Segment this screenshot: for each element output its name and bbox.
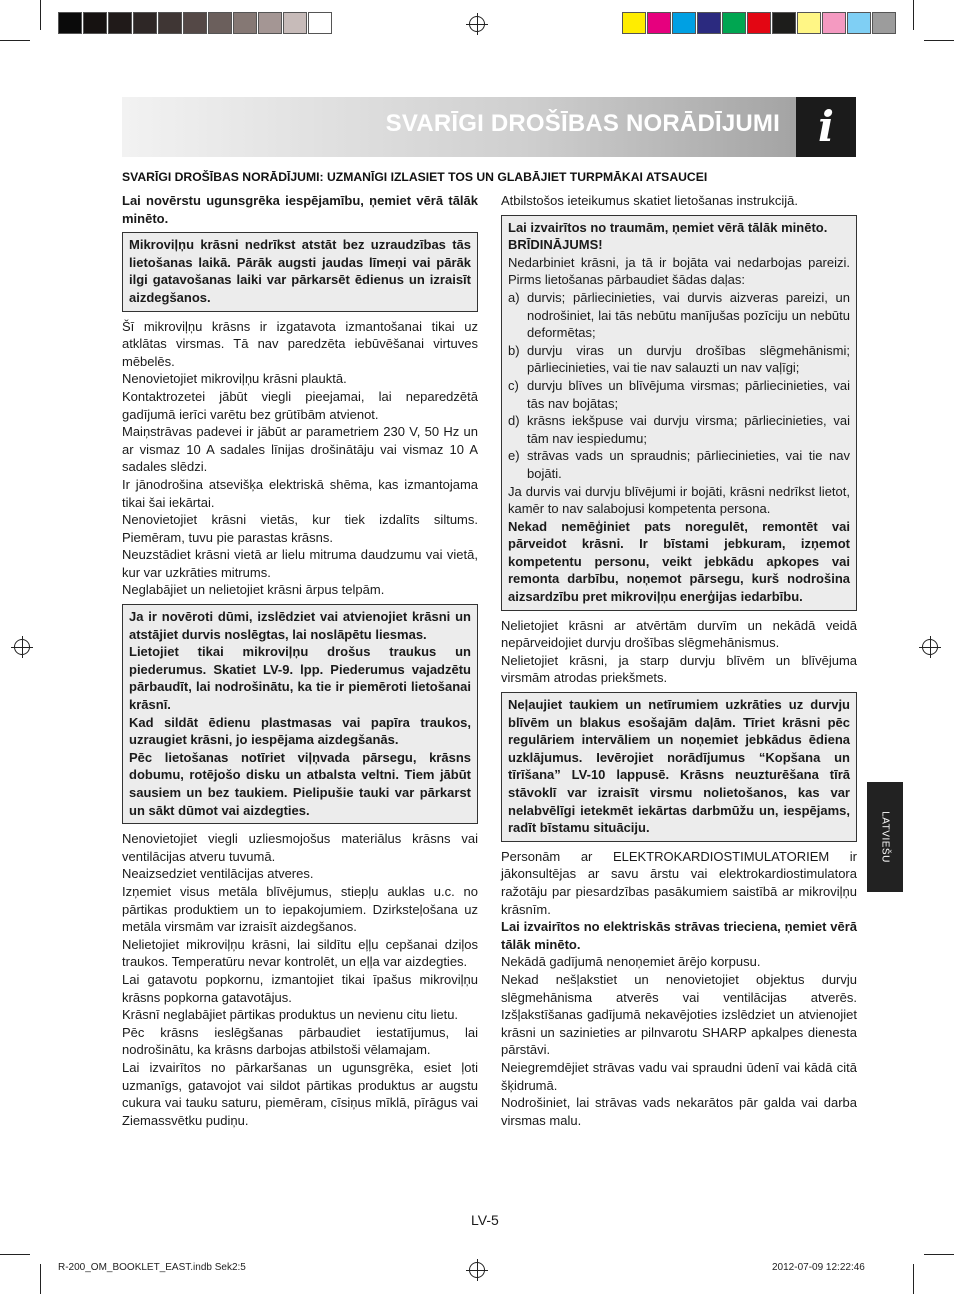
box-text: Nedarbiniet krāsni, ja tā ir bojāta vai nedarbojas pareizi. Pirms lietošanas pārbaudiet šādas daļas: bbox=[508, 254, 850, 288]
warning-box-cleaning bbox=[501, 692, 857, 842]
registration-mark-icon bbox=[14, 639, 30, 655]
color-swatch bbox=[872, 12, 896, 34]
list-text: durvis; pārliecinieties, vai durvis aizveras pareizi, un nodrošiniet, lai tās nebūtu manījušas pozīciju un nebūtu deformētas; bbox=[527, 289, 850, 341]
paragraph: Neiegremdējiet strāvas vadu vai spraudni ūdenī vai kādā citā šķidrumā. bbox=[501, 1059, 857, 1093]
list-item bbox=[508, 447, 850, 482]
right-column bbox=[501, 192, 857, 1129]
check-list bbox=[508, 289, 850, 483]
color-swatch bbox=[697, 12, 721, 34]
color-swatch bbox=[183, 12, 207, 34]
paragraph: Lai izvairītos no pārkaršanas un ugunsgrēka, esiet ļoti uzmanīgs, gatavojot vai sildot pārtikas produktus ar augstu cukura vai tauku saturu, piemēram, cīsiņus mīklā, pīrāgus vai Ziemassvētku pudiņu. bbox=[122, 1059, 478, 1128]
footer-datetime: 2012-07-09 12:22:46 bbox=[772, 1262, 865, 1273]
registration-mark-icon bbox=[469, 16, 485, 32]
list-marker: d) bbox=[508, 413, 520, 429]
color-swatch bbox=[647, 12, 671, 34]
paragraph: Ja ir novēroti dūmi, izslēdziet vai atvienojiet krāsni un atstājiet durvis noslēgtas, lai noslāpētu liesmas. bbox=[129, 609, 471, 642]
box-text-bold: Nekad nemēģiniet pats noregulēt, remontēt vai pārveidot krāsni. Ir bīstami jebkuram, izņemot kompetentu personu, veikt jebkādu apkopes vai remonta darbību, noņemot pārsegu, kurš nodrošina aizsardzību pret mikroviļņu enerģijas iedarbību. bbox=[508, 518, 850, 605]
registration-mark-icon bbox=[469, 1262, 485, 1278]
color-swatch bbox=[158, 12, 182, 34]
color-swatch bbox=[747, 12, 771, 34]
gray-calibration-bar bbox=[58, 12, 333, 34]
list-marker: b) bbox=[508, 342, 520, 358]
color-swatch bbox=[58, 12, 82, 34]
color-swatch bbox=[83, 12, 107, 34]
paragraph: Nelietojiet mikroviļņu krāsni, lai sildītu eļļu cepšanai dziļos traukos. Temperatūru nevar kontrolēt, un eļļa var aizdegties. bbox=[122, 936, 478, 970]
paragraph-group bbox=[122, 318, 478, 600]
footer-file: R-200_OM_BOOKLET_EAST.indb Sek2:5 bbox=[58, 1262, 246, 1273]
color-swatch bbox=[772, 12, 796, 34]
color-swatch bbox=[722, 12, 746, 34]
section-title: SVARĪGI DROŠĪBAS NORĀDĪJUMI bbox=[385, 110, 780, 137]
color-swatch bbox=[133, 12, 157, 34]
list-item bbox=[508, 289, 850, 342]
warning-box-smoke bbox=[122, 604, 478, 824]
box-text: Ja durvis vai durvju blīvējumi ir bojāti, krāsni nedrīkst lietot, kamēr to nav salabojusi kompetenta persona. bbox=[508, 483, 850, 517]
paragraph: Lietojiet tikai mikroviļņu drošus traukus un piederumus. Skatiet LV-9. lpp. Piederumus vajadzētu pārbaudīt, lai nodrošinātu, ka tie ir piemēroti lietošanai krāsnī. bbox=[129, 644, 471, 713]
left-column bbox=[122, 192, 478, 1129]
paragraph: Maiņstrāvas padevei ir jābūt ar parametriem 230 V, 50 Hz un ar vismaz 10 A sadales līnijas drošinātāju vai vismaz 10 A sadales slēdzi. bbox=[122, 424, 478, 475]
paragraph: Neuzstādiet krāsni vietā ar lielu mitruma daudzumu vai vietā, kur var uzkrāties mitrums. bbox=[122, 547, 478, 580]
color-calibration-bar bbox=[622, 12, 897, 34]
paragraph: Kontaktrozetei jābūt viegli pieejamai, lai neparedzētā gadījumā ierīci varētu bez grūtībām atvienot. bbox=[122, 388, 478, 422]
list-marker: a) bbox=[508, 289, 520, 305]
paragraph: Šī mikroviļņu krāsns ir izgatavota izmantošanai tikai uz atklātas virsmas. Tā nav paredzēta iebūvēšanai virtuves mēbelēs. bbox=[122, 318, 478, 369]
paragraph-group bbox=[501, 617, 857, 687]
list-text: durvju blīves un blīvējuma virsmas; pārliecinieties, vai tās nav bojātas; bbox=[527, 377, 850, 411]
language-tab-label: LATVIEŠU bbox=[879, 811, 891, 863]
color-swatch bbox=[797, 12, 821, 34]
crop-mark bbox=[924, 1254, 954, 1255]
box-text: Mikroviļņu krāsni nedrīkst atstāt bez uzraudzības tās lietošanas laikā. Pārāk augsti jaudas līmeņi vai pārāk ilgi gatavošanas laiki var pārkarsēt ēdienus un izraisīt aizdegšanos. bbox=[129, 237, 471, 305]
paragraph: Personām ar ELEKTROKARDIOSTIMULATORIEM ir jākonsultējas ar savu ārstu vai elektrokardiostimulatora ražotāju par piesardzības pasākumiem saistībā ar mikroviļņu krāsnīm. bbox=[501, 848, 857, 917]
page-number: LV-5 bbox=[471, 1212, 499, 1228]
color-swatch bbox=[672, 12, 696, 34]
crop-mark bbox=[40, 0, 41, 30]
registration-mark-icon bbox=[922, 639, 938, 655]
list-marker: c) bbox=[508, 377, 519, 393]
paragraph: Pēc krāsns ieslēgšanas pārbaudiet iestatījumus, lai nodrošinātu, ka krāsns darbojas atbilstoši vēlamajam. bbox=[122, 1024, 478, 1058]
paragraph-group bbox=[122, 830, 478, 1129]
paragraph: Izņemiet visus metāla blīvējumus, stiepļu auklas u.c. no pārtikas produktiem un to iepakojumiem. Dzirksteļošana uz metāla virsmām var izraisīt aizdegšanos. bbox=[122, 883, 478, 935]
paragraph: Nelietojiet krāsni, ja starp durvju blīvēm un blīvējuma virsmām atrodas priekšmets. bbox=[501, 652, 857, 686]
paragraph: Nenovietojiet mikroviļņu krāsni plauktā. bbox=[122, 371, 347, 387]
color-swatch bbox=[622, 12, 646, 34]
paragraph: Nenovietojiet viegli uzliesmojošus materiālus krāsns vai ventilācijas atveru tuvumā. bbox=[122, 831, 478, 864]
paragraph: Nodrošiniet, lai strāvas vads nekarātos pār galda vai darba virsmas malu. bbox=[501, 1095, 857, 1128]
language-tab bbox=[867, 782, 903, 892]
paragraph: Neglabājiet un nelietojiet krāsni ārpus telpām. bbox=[122, 582, 385, 598]
paragraph: Ir jānodrošina atsevišķa elektriskā shēma, kas izmantojama tikai šai iekārtai. bbox=[122, 476, 478, 510]
list-text: strāvas vads un spraudnis; pārliecinieties, vai tie nav bojāti. bbox=[527, 448, 850, 481]
color-swatch bbox=[108, 12, 132, 34]
color-swatch bbox=[233, 12, 257, 34]
section-header-band bbox=[122, 97, 856, 157]
warning-box-injury bbox=[501, 215, 857, 611]
box-text: Neļaujiet taukiem un netīrumiem uzkrāties uz durvju blīvēm un blakus esošajām daļām. Tīriet krāsni pēc regulāriem intervāliem un noņemiet jebkādus ēdiena uzklājumus. Ievērojiet norādījumus “Kopšana un tīrīšana” LV-10 lappusē. Krāsns neuzturēšana tīrā stāvoklī var izraisīt virsmu nolietošanos, kas var nelabvēlīgi ietekmēt iekārtas darbmūžu un, iespējams, radīt bīstamu situāciju. bbox=[508, 697, 850, 836]
paragraph: Nelietojiet krāsni ar atvērtām durvīm un nekādā veidā nepārveidojiet durvju drošības slēgmehānismus. bbox=[501, 617, 857, 651]
subheading: SVARĪGI DROŠĪBAS NORĀDĪJUMI: UZMANĪGI IZLASIET TOS UN GLABĀJIET TURPMĀKAI ATSAUCEI bbox=[122, 170, 708, 184]
fire-intro: Lai novērstu ugunsgrēka iespējamību, ņemiet vērā tālāk minēto. bbox=[122, 193, 478, 226]
color-swatch bbox=[822, 12, 846, 34]
info-i-icon: i bbox=[796, 97, 856, 157]
color-swatch bbox=[847, 12, 871, 34]
paragraph: Pēc lietošanas notīriet viļņvada pārsegu, krāsns dobumu, rotējošo disku un atbalsta veltni. Tiem jābūt sausiem un bez taukiem. Pielipušie tauki var pārkarst un sākt dūmot vai aizdegties. bbox=[129, 749, 471, 818]
list-item bbox=[508, 342, 850, 377]
crop-mark bbox=[0, 1254, 30, 1255]
paragraph: Atbilstošos ieteikumus skatiet lietošanas instrukcijā. bbox=[501, 193, 798, 208]
list-item bbox=[508, 412, 850, 447]
warning-box-unattended bbox=[122, 232, 478, 311]
color-swatch bbox=[258, 12, 282, 34]
paragraph-group bbox=[501, 953, 857, 1129]
color-swatch bbox=[283, 12, 307, 34]
warning-label: BRĪDINĀJUMS! bbox=[508, 237, 603, 253]
paragraph: Nekad nešļakstiet un nenovietojiet objektus durvju slēgmehānisma atverēs vai ventilācijas atverēs. Izšļakstīšanas gadījumā nekavējoties izslēdziet un atvienojiet krāsni un sazinieties ar pilnvarotu SHARP apkalpes dienesta pārstāvi. bbox=[501, 971, 857, 1058]
paragraph: Neaizsedziet ventilācijas atveres. bbox=[122, 866, 314, 882]
crop-mark bbox=[913, 1264, 914, 1294]
paragraph: Krāsnī neglabājiet pārtikas produktus un nevienu citu lietu. bbox=[122, 1007, 459, 1023]
paragraph: Lai gatavotu popkornu, izmantojiet tikai īpašus mikroviļņu krāsns popkorna gatavotājus. bbox=[122, 971, 478, 1005]
color-swatch bbox=[208, 12, 232, 34]
crop-mark bbox=[913, 0, 914, 30]
paragraph: Nekādā gadījumā nenoņemiet ārējo korpusu. bbox=[501, 954, 761, 970]
shock-heading: Lai izvairītos no elektriskās strāvas trieciena, ņemiet vērā tālāk minēto. bbox=[501, 919, 857, 952]
list-marker: e) bbox=[508, 448, 520, 464]
paragraph: Kad sildāt ēdienu plastmasas vai papīra traukos, uzraugiet krāsni, jo iespējama aizdegšanās. bbox=[129, 714, 471, 748]
paragraph: Nenovietojiet krāsni vietās, kur tiek izdalīts siltums. Piemēram, tuvu pie parastas krāsns. bbox=[122, 512, 478, 545]
crop-mark bbox=[924, 40, 954, 41]
box-heading: Lai izvairītos no traumām, ņemiet vērā tālāk minēto. bbox=[508, 219, 828, 235]
color-swatch bbox=[308, 12, 332, 34]
list-item bbox=[508, 377, 850, 412]
list-text: krāsns iekšpuse vai durvju virsma; pārliecinieties, vai tām nav iespiedumu; bbox=[527, 413, 850, 446]
crop-mark bbox=[0, 40, 30, 41]
crop-mark bbox=[40, 1264, 41, 1294]
list-text: durvju viras un durvju drošības slēgmehānismi; pārliecinieties, vai tie nav salauzti un nav vaļīgi; bbox=[527, 342, 850, 376]
